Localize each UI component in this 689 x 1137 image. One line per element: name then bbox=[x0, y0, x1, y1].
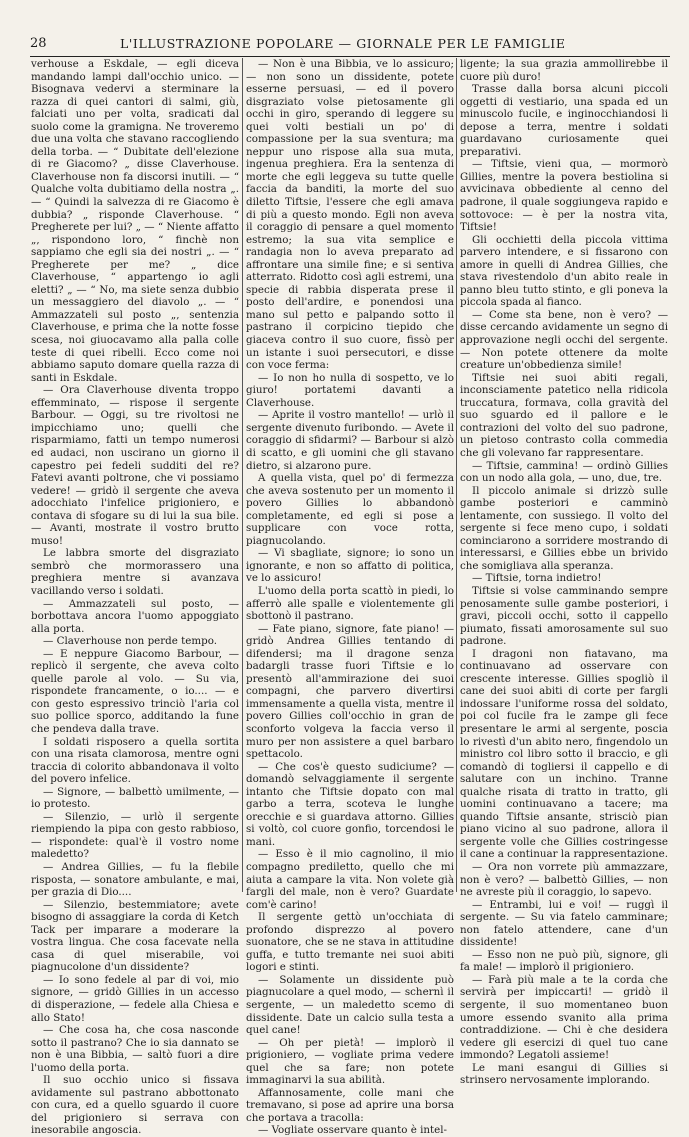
paragraph: Il piccolo animale si drizzò sulle gambe posteriori e camminò lentamente, con sussiego. Il volto del sergente si fece meno cupo, i soldati cominciarono a sorridere mostrando di interessarsi, e Gillies ebbe un brivido che somigliava alla speranza. bbox=[460, 484, 668, 572]
paragraph: — Tiftsie, cammina! — ordinò Gillies con un nodo alla gola, — uno, due, tre. bbox=[460, 459, 668, 485]
paragraph: — Vi sbagliate, signore; io sono un ignorante, e non so affatto di politica, ve lo assicuro! bbox=[246, 547, 454, 585]
paragraph: — Come sta bene, non è vero? — disse cercando avidamente un segno di approvazione negli occhi del sergente. — Non potete ottenere da molte creature un'obbedienza simile! bbox=[460, 308, 668, 372]
paragraph: — Tiftsie, vieni qua, — mormorò Gillies, mentre la povera bestiolina si avvicinava obbediente al cenno del padrone, il quale soggiungeva rapido e sottovoce: — è per la nostra vita, Tiftsie! bbox=[460, 158, 668, 234]
paragraph: — Solamente un dissidente può piagnucolare a quel modo, — schernì il sergente, — un maledetto scemo di dissidente. Date un calcio sulla testa a quel cane! bbox=[246, 973, 454, 1037]
paragraph: — Esso non ne può più, signore, gli fa male! — implorò il prigioniero. bbox=[460, 948, 668, 974]
paragraph: Tiftsie si volse camminando sempre penosamente sulle gambe posteriori, i gravi, piccoli occhi, sotto il cappello piumato, fissati amorosamente sul suo padrone. bbox=[460, 584, 668, 648]
paragraph: — Io sono fedele al par di voi, mio signore, — gridò Gillies in un accesso di disperazione, — fedele alla Chiesa e allo Stato! bbox=[31, 973, 239, 1024]
text-column-1 bbox=[31, 58, 239, 1137]
paragraph: Il sergente gettò un'occhiata di profondo disprezzo al povero suonatore, che se ne stava in attitudine guffa, e tutto tremante nei suoi abiti logori e stinti. bbox=[246, 911, 454, 974]
paragraph: — Tiftsie, torna indietro! bbox=[472, 572, 602, 585]
paragraph: — Che cos'è questo sudiciume? — domandò selvaggiamente il sergente intanto che Tiftsie dopato con mal garbo a terra, scoteva le lunghe orecchie e si guardava attorno. Gillies si voltò, col cuore gonfio, torcendosi le mani. bbox=[246, 760, 454, 848]
paragraph: — Claverhouse non perde tempo. bbox=[43, 635, 218, 648]
paragraph: — Non è una Bibbia, ve lo assicuro; — non sono un dissidente, potete esserne persuasi, — ed il povero disgraziato volse pietosamente gli occhi in giro, sperando di leggere su quei volti bestiali un po' di compassione per la sua sventura; ma neppur uno rispose alla sua muta, ingenua preghiera. Era la sentenza di morte che egli leggeva su tutte quelle faccia da banditi, la morte del suo diletto Tiftsie, l'essere che egli amava di più a questo mondo. Egli non aveva il coraggio di pensare a quel momento estremo; la sua vita semplice e randagia non lo aveva preparato ad affrontare una simile fine; e si sentiva atterrato. Ridotto così agli estremi, una specie di rabbia disperata prese il posto dell'ardire, e ponendosi una mano sul petto e palpando sotto il pastrano il corpicino tiepido che giaceva contro il suo cuore, fissò per un istante i suoi persecutori, e disse con voce ferma: bbox=[246, 58, 454, 372]
paragraph: I dragoni non fiatavano, ma continuavano ad osservare con crescente interesse. Gillies spogliò il cane dei suoi abiti di corte per fargli indossare l'uniforme rossa del soldato, poi col fucile fra le zampe gli fece presentare le armi al sergente, poscia lo rivestì d'un abito nero, fingendolo un ministro col libro sotto il braccio, e gli comandò di togliersi il cappello e di salutare con un inchino. Tranne qualche risata di tratto in tratto, gli uomini continuavano a tacere; ma quando Tiftsie ansante, strisciò pian piano vicino al suo padrone, allora il sergente volle che Gillies costringesse il cane a continuar la rappresentazione. bbox=[460, 647, 668, 861]
paragraph: — Fate piano, signore, fate piano! — gridò Andrea Gillies tentando di difendersi; ma il dragone senza badargli trasse fuori Tiftsie e lo presentò all'ammirazione dei suoi compagni, che parvero divertirsi immensamente a quella vista, mentre il povero Gillies coll'occhio in gran de sconforto volgeva la faccia verso il muro per non assistere a quel barbaro spettacolo. bbox=[246, 622, 454, 761]
paragraph: — Signore, — balbettò umilmente, — io protesto. bbox=[31, 785, 239, 811]
paragraph: — Entrambi, lui e voi! — ruggì il sergente. — Su via fatelo camminare; non fatelo attendere, cane d'un dissidente! bbox=[460, 898, 668, 949]
paragraph: Trasse dalla borsa alcuni piccoli oggetti di vestiario, una spada ed un minuscolo fucile, e inginocchiandosi li depose a terra, mentre i soldati guardavano curiosamente quei preparativi. bbox=[460, 83, 668, 158]
paragraph: ligente; la sua grazia ammollirebbe il cuore più duro! bbox=[460, 58, 668, 83]
paragraph: A quella vista, quel po' di fermezza che aveva sostenuto per un momento il povero Gillies lo abbandonò completamente, ed egli si pose a supplicare con voce rotta, piagnucolando. bbox=[246, 472, 454, 547]
paragraph: verhouse a Eskdale, — egli diceva mandando lampi dall'occhio unico. — Bisognava vedervi a sterminare la razza di quei cantori di salmi, giù, falciati uno per volta, sradicati dal suolo come la gramigna. Ne troveremo due una volta che stavano raccogliendo della torba. — “ Dubitate dell'elezione di re Giacomo? „ disse Claverhouse. Claverhouse non fa discorsi inutili. — “ Qualche volta dubitiamo della nostra „. — “ Quindi la salvezza di re Giacomo è dubbia? „ risponde Claverhouse. “ Pregherete per lui? „ — “ Niente affatto „, rispondono loro, “ finchè non sappiamo che egli sia dei nostri „. — “ Pregherete per me? „ dice Claverhouse, “ appartengo io agli eletti? „ — “ No, ma siete senza dubbio un messaggiero del diavolo „. — “ Ammazzateli sul posto „, sentenzia Claverhouse, e prima che la notte fosse scesa, noi giuocavamo alla palla colle teste di quei ribelli. Ecco come noi abbiamo saputo domare quella razza di santi in Eskdale. bbox=[31, 58, 239, 384]
column-divider bbox=[456, 58, 457, 892]
paragraph: — Andrea Gillies, — fu la flebile risposta, — sonatore ambulante, e mai, per grazia di Dio.... bbox=[31, 861, 239, 899]
text-column-2 bbox=[246, 58, 454, 1137]
text-column-3 bbox=[460, 58, 668, 1087]
paragraph: — Che cosa ha, che cosa nasconde sotto il pastrano? Che io sia dannato se non è una Bibbia, — saltò fuori a dire l'uomo della porta. bbox=[31, 1024, 239, 1074]
paragraph: — E neppure Giacomo Barbour, — replicò il sergente, che aveva colto quelle parole al volo. — Su via, rispondete francamente, o io.... — e con gesto espressivo trinciò l'aria col suo pollice sporco, additando la fune che pendeva dalla trave. bbox=[31, 647, 239, 735]
paragraph: Tiftsie nei suoi abiti regali, inconsciamente patetico nella ridicola truccatura, formava, colla gravità del suo sguardo ed il pallore e le contrazioni del volto del suo padrone, un pietoso contrasto colla commedia che gli volevano far rappresentare. bbox=[460, 371, 668, 459]
paragraph: Il suo occhio unico si fissava avidamente sul pastrano abbottonato con cura, ed a quello sguardo il cuore del prigioniero si serrava con inesorabile angoscia. bbox=[31, 1074, 239, 1137]
publication-title: L'ILLUSTRAZIONE POPOLARE — GIORNALE PER LE FAMIGLIE bbox=[120, 36, 566, 51]
paragraph: — Esso è il mio cagnolino, il mio compagno prediletto, quello che mi aiuta a campare la vita. Non volete già fargli del male, non è vero? Guardate com'è carino! bbox=[246, 848, 454, 911]
paragraph: Le labbra smorte del disgraziato sembrò che mormorassero una preghiera mentre si avanzava vacillando verso i soldati. bbox=[31, 547, 239, 597]
paragraph: — Farà più male a te la corda che servirà per impiccarti! — gridò il sergente, il suo momentaneo buon umore essendo svanito alla prima contraddizione. — Chi è che desidera vedere gli esercizi di quel tuo cane immondo? Legatoli assieme! bbox=[460, 973, 668, 1062]
paragraph: — Ammazzateli sul posto, — borbottava ancora l'uomo appoggiato alla porta. bbox=[31, 597, 239, 635]
page-header bbox=[30, 36, 670, 52]
paragraph: — Silenzio, — urlò il sergente riempiendo la pipa con gesto rabbioso, — rispondete: qual'è il vostro nome maledetto? bbox=[31, 810, 239, 861]
column-divider bbox=[242, 58, 243, 892]
paragraph: — Silenzio, bestemmiatore; avete bisogno di assaggiare la corda di Ketch Tack per imparare a moderare la vostra lingua. Che cosa facevate nella casa di quel miserabile, voi piagnucolone d'un dissidente? bbox=[31, 898, 239, 974]
paragraph: Affannosamente, colle mani che tremavano, si pose ad aprire una borsa che portava a tracolla: bbox=[246, 1086, 454, 1124]
page-number: 28 bbox=[30, 36, 47, 51]
paragraph: L'uomo della porta scattò in piedi, lo afferrò alle spalle e violentemente gli sbottonò il pastrano. bbox=[246, 584, 454, 623]
header-rule bbox=[30, 56, 670, 57]
paragraph: Gli occhietti della piccola vittima parvero intendere, e si fissarono con amore in quelli di Andrea Gillies, che stava rivestendolo d'un abito reale in panno bleu tutto stinto, e gli poneva la piccola spada al fianco. bbox=[460, 233, 668, 309]
paragraph: — Ora non vorrete più ammazzare, non è vero? — balbettò Gillies, — non ne avreste più il coraggio, lo sapevo. bbox=[460, 861, 668, 899]
paragraph: — Oh per pietà! — implorò il prigioniero, — vogliate prima vedere quel che sa fare; non potete immaginarvi la sua abilità. bbox=[246, 1036, 454, 1087]
paragraph: — Io non ho nulla di sospetto, ve lo giuro! portatemi davanti a Claverhouse. bbox=[246, 371, 454, 409]
paragraph: Le mani esangui di Gillies si strinsero nervosamente implorando. bbox=[460, 1061, 668, 1087]
paragraph: — Ora Claverhouse diventa troppo effemminato, — rispose il sergente Barbour. — Oggi, su tre rivoltosi ne impicchiamo uno; quelli che risparmiamo, fatti un tempo numerosi ed audaci, non uscirano un giorno il capestro pei fedeli sudditi del re? Fatevi avanti poltrone, che vi possiamo vedere! — gridò il sergente che aveva adocchiato l'infelice prigioniero, e contava di sfogare su di lui la sua bile. — Avanti, mostrate il vostro brutto muso! bbox=[31, 384, 239, 547]
paragraph: I soldati risposero a quella sortita con una risata clamorosa, mentre ogni traccia di colorito abbandonava il volto del povero infelice. bbox=[31, 735, 239, 786]
paragraph: — Vogliate osservare quanto è intel- bbox=[258, 1124, 448, 1137]
paragraph: — Aprite il vostro mantello! — urlò il sergente divenuto furibondo. — Avete il coraggio di sfidarmi? — Barbour si alzò di scatto, e gli uomini che gli stavano dietro, si alzarono pure. bbox=[246, 409, 454, 472]
